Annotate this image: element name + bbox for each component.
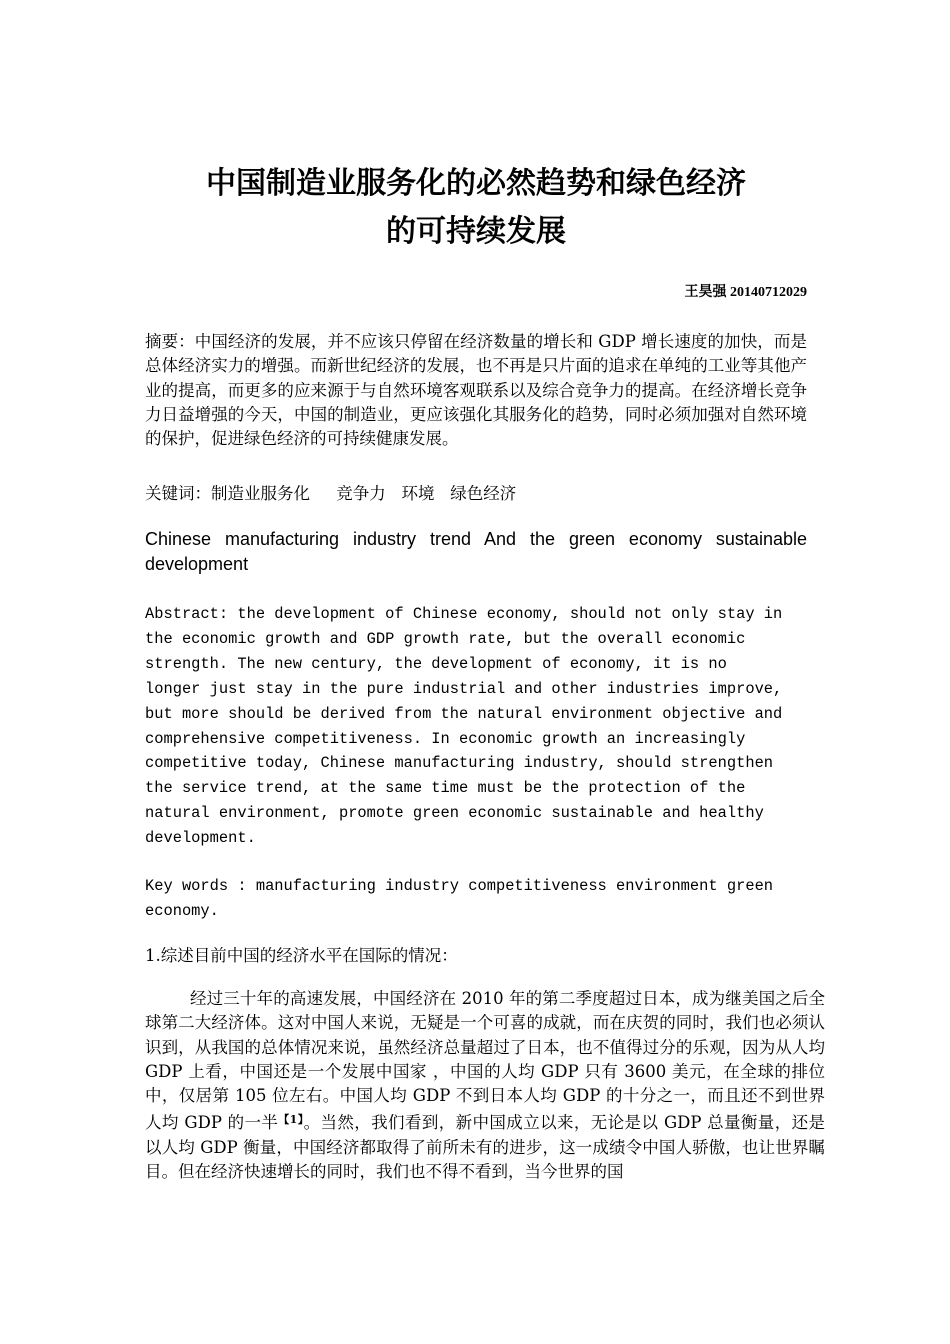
paper-title <box>145 160 807 256</box>
paragraph-text-part-2: 。当然，我们看到，新中国成立以来，无论是以 GDP 总量衡量，还是以人均 GDP 衡量，中国经济都取得了前所未有的进步，这一成绩令中国人骄傲，也让世界瞩目。但在经济快速增长的同时，我们也不得不看到，当今世界的国 <box>145 1113 825 1182</box>
paragraph-text-part-1: 经过三十年的高速发展，中国经济在 2010 年的第二季度超过日本，成为继美国之后全球第二大经济体。这对中国人来说，无疑是一个可喜的成就，而在庆贺的同时，我们也必须认识到，从我国的总体情况来说，虽然经济总量超过了日本，也不值得过分的乐观，因为从人均 GDP 上看，中国还是一个发展中国家 ，中国的人均 GDP 只有 3600 美元，在全球的排位中，仅居第 105 位左右。中国人均 GDP 不到日本人均 GDP 的十分之一，而且还不到世界人均 GDP 的一半 <box>145 989 825 1133</box>
section-1-paragraph <box>145 987 825 1184</box>
paper-title-line-1: 中国制造业服务化的必然趋势和绿色经济 <box>206 166 746 201</box>
english-keywords: Key words : manufacturing industry competitiveness environment green economy. <box>145 877 774 920</box>
chinese-keywords: 关键词：制造业服务化 竞争力 环境 绿色经济 <box>145 484 517 503</box>
author-line: 王昊强 20140712029 <box>684 285 807 300</box>
english-abstract: Abstract: the development of Chinese economy, should not only stay in the economic growth and GDP growth rate, but the overall economic strength. The new century, the development of economy, it is no longer just stay in the pure industrial and other industries improve, but more should be derived from the natural environment objective and comprehensive competitiveness. In economic growth an increasingly competitive today, Chinese manufacturing industry, should strengthen the service trend, at the same time must be the protection of the natural environment, promote green economic sustainable and healthy development. <box>145 605 783 848</box>
paper-title-line-2: 的可持续发展 <box>386 214 566 249</box>
citation-reference-1[interactable]: 【1】 <box>278 1113 304 1127</box>
english-title: Chinese manufacturing industry trend And the green economy sustainable development <box>145 529 807 574</box>
section-1-heading: 1.综述目前中国的经济水平在国际的情况： <box>145 946 458 965</box>
chinese-abstract: 摘要：中国经济的发展，并不应该只停留在经济数量的增长和 GDP 增长速度的加快，而是总体经济实力的增强。而新世纪经济的发展，也不再是只片面的追求在单纯的工业等其他产业的提高，而更多的应来源于与自然环境客观联系以及综合竞争力的提高。在经济增长竞争力日益增强的今天，中国的制造业，更应该强化其服务化的趋势，同时必须加强对自然环境的保护，促进绿色经济的可持续健康发展。 <box>145 332 807 449</box>
